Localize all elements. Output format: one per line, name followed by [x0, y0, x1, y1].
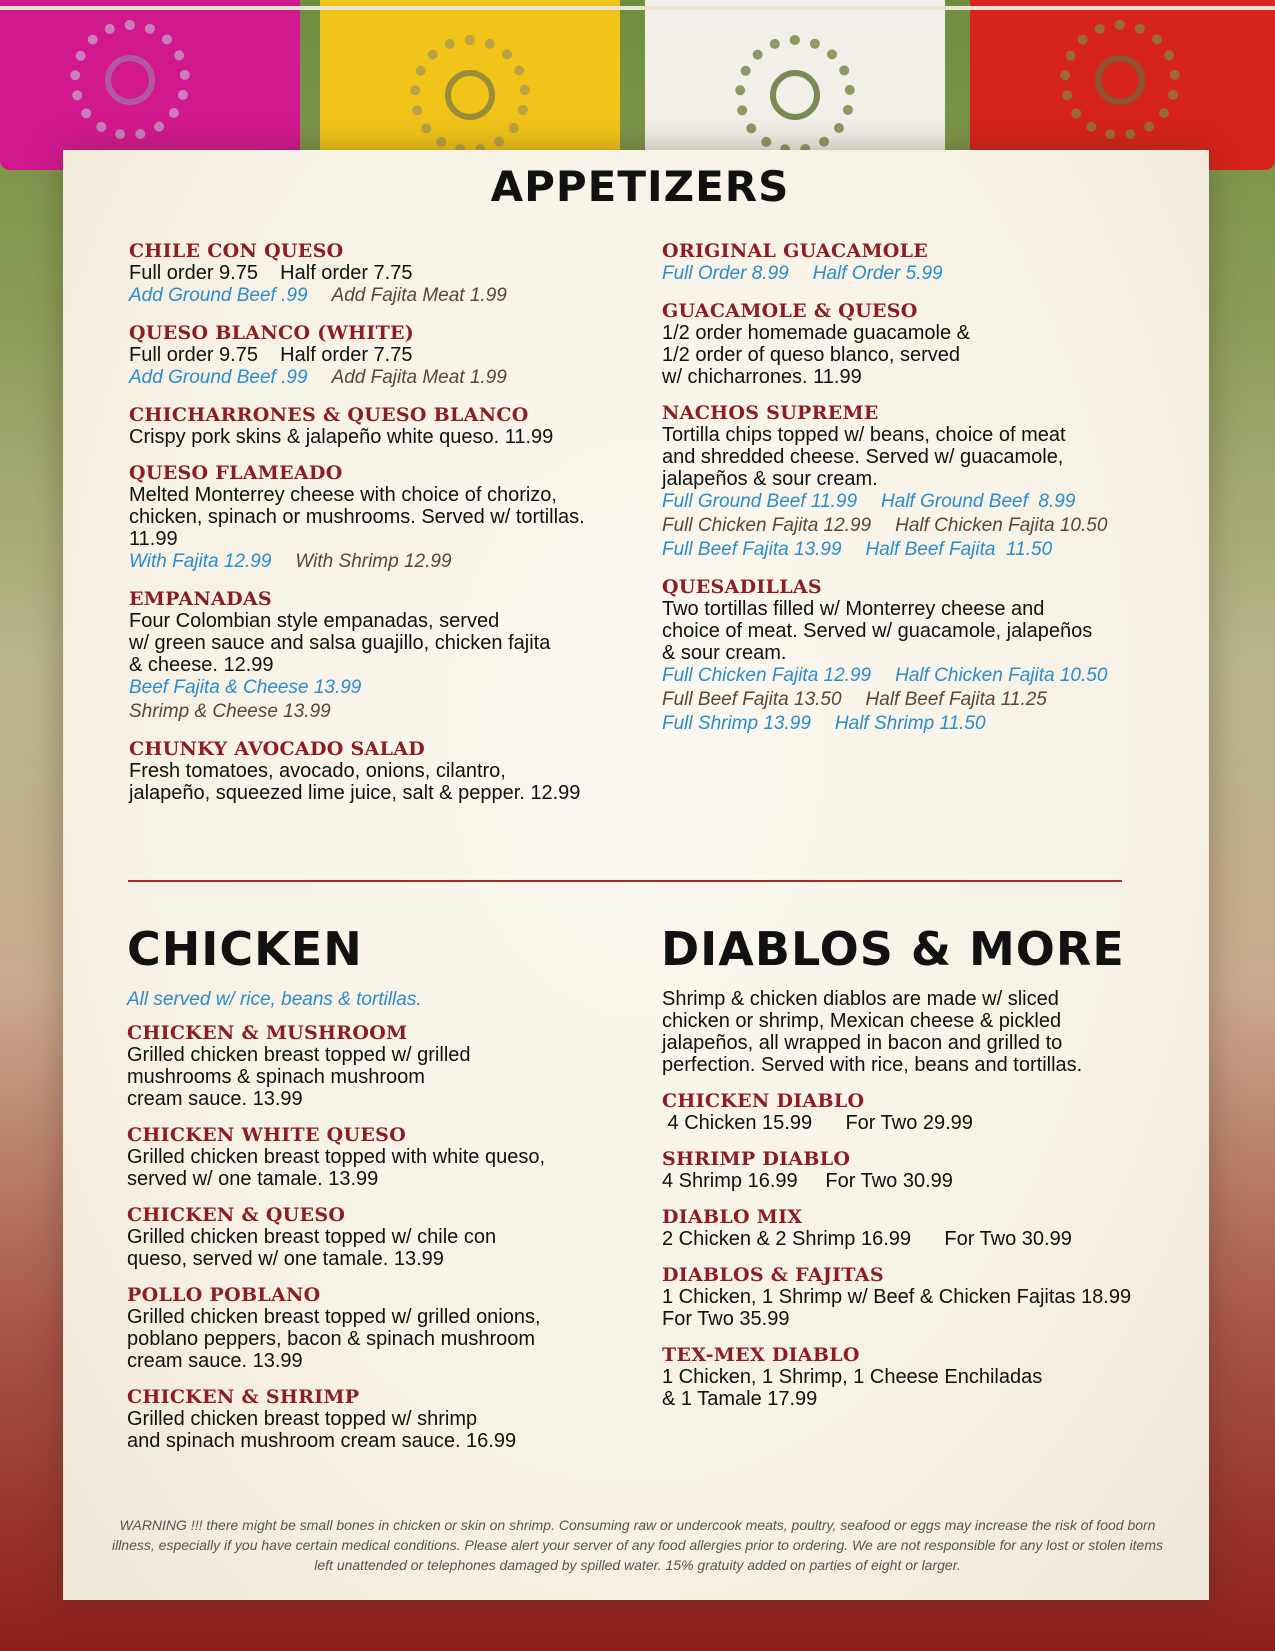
chicken-title: CHICKEN	[127, 922, 363, 976]
appetizers-title: APPETIZERS	[490, 162, 790, 211]
option-price: Full Chicken Fajita 12.99	[662, 515, 872, 536]
option-price: Full Ground Beef 11.99	[662, 491, 858, 512]
item-description: jalapeño, squeezed lime juice, salt & pepper. 12.99	[129, 782, 581, 804]
item-description: poblano peppers, bacon & spinach mushroom	[127, 1328, 536, 1350]
menu-item-empanadas	[129, 588, 649, 724]
item-title: CHICKEN DIABLO	[662, 1090, 865, 1112]
item-title: EMPANADAS	[129, 588, 272, 610]
menu-item-chicken-diablo	[662, 1090, 1202, 1134]
item-title: CHICHARRONES & QUESO BLANCO	[129, 404, 529, 426]
menu-item-diablo-mix	[662, 1206, 1202, 1250]
item-description: 1/2 order homemade guacamole &	[662, 322, 970, 344]
item-description: Melted Monterrey cheese with choice of chorizo,	[129, 484, 557, 506]
option-price: Full Chicken Fajita 12.99	[662, 665, 872, 686]
item-title: GUACAMOLE & QUESO	[662, 300, 918, 322]
item-description: 11.99	[129, 528, 178, 550]
option-price: Half Chicken Fajita 10.50	[895, 665, 1108, 686]
appetizers-left-column	[129, 240, 649, 818]
intro-line: chicken or shrimp, Mexican cheese & pickled	[662, 1010, 1062, 1032]
menu-item-guacamole-queso	[662, 300, 1182, 388]
item-title: CHICKEN & QUESO	[127, 1204, 346, 1226]
item-description: Grilled chicken breast topped with white queso,	[127, 1146, 546, 1168]
option-price: Half Shrimp 11.50	[834, 713, 986, 734]
menu-item-original-guacamole	[662, 240, 1182, 286]
option-price: Half Beef Fajita 11.50	[865, 539, 1053, 560]
item-description: 1 Chicken, 1 Shrimp w/ Beef & Chicken Fajitas 18.99	[662, 1286, 1132, 1308]
item-description: cream sauce. 13.99	[127, 1350, 303, 1372]
option-price: Add Ground Beef .99	[129, 367, 308, 388]
item-description: queso, served w/ one tamale. 13.99	[127, 1248, 444, 1270]
item-description: cream sauce. 13.99	[127, 1088, 303, 1110]
intro-line: jalapeños, all wrapped in bacon and grilled to	[662, 1032, 1063, 1054]
option-price: Beef Fajita & Cheese 13.99	[129, 677, 362, 698]
banner-string	[0, 6, 1275, 10]
option-price: With Shrimp 12.99	[295, 551, 452, 572]
item-description: & sour cream.	[662, 642, 787, 664]
menu-item-chile-con-queso	[129, 240, 649, 308]
item-title: DIABLOS & FAJITAS	[662, 1264, 884, 1286]
option-price: Half Ground Beef 8.99	[881, 491, 1076, 512]
option-price: Add Fajita Meat 1.99	[331, 285, 507, 306]
item-description: 1 Chicken, 1 Shrimp, 1 Cheese Enchiladas	[662, 1366, 1043, 1388]
menu-item-tex-mex-diablo	[662, 1344, 1202, 1410]
item-description: chicken, spinach or mushrooms. Served w/ tortillas.	[129, 506, 585, 528]
item-description: w/ green sauce and salsa guajillo, chicken fajita	[129, 632, 551, 654]
menu-item-chicken-shrimp	[127, 1386, 647, 1452]
item-description: jalapeños & sour cream.	[662, 468, 878, 490]
option-price: Half Beef Fajita 11.25	[865, 689, 1047, 710]
item-title: TEX-MEX DIABLO	[662, 1344, 860, 1366]
item-description: Grilled chicken breast topped w/ grilled	[127, 1044, 471, 1066]
item-title: QUESADILLAS	[662, 576, 822, 598]
item-title: CHUNKY AVOCADO SALAD	[129, 738, 426, 760]
item-title: CHICKEN WHITE QUESO	[127, 1124, 407, 1146]
menu-item-queso-flameado	[129, 462, 649, 574]
item-description: 2 Chicken & 2 Shrimp 16.99 For Two 30.99	[662, 1228, 1072, 1250]
intro-line: perfection. Served with rice, beans and tortillas.	[662, 1054, 1083, 1076]
item-title: CHICKEN & MUSHROOM	[127, 1022, 408, 1044]
item-description: 4 Shrimp 16.99 For Two 30.99	[662, 1170, 953, 1192]
menu-item-shrimp-diablo	[662, 1148, 1202, 1192]
option-price: Half Order 5.99	[812, 263, 943, 284]
item-description: Full order 9.75 Half order 7.75	[129, 344, 413, 366]
item-description: Tortilla chips topped w/ beans, choice of meat	[662, 424, 1066, 446]
item-description: Two tortillas filled w/ Monterrey cheese and	[662, 598, 1045, 620]
diablos-title: DIABLOS & MORE	[661, 922, 1125, 976]
item-title: ORIGINAL GUACAMOLE	[662, 240, 929, 262]
item-description: Four Colombian style empanadas, served	[129, 610, 500, 632]
item-title: NACHOS SUPREME	[662, 402, 879, 424]
option-price: Half Chicken Fajita 10.50	[895, 515, 1108, 536]
item-title: SHRIMP DIABLO	[662, 1148, 851, 1170]
menu-item-quesadillas	[662, 576, 1182, 736]
item-description: Fresh tomatoes, avocado, onions, cilantro,	[129, 760, 506, 782]
red-flag	[970, 0, 1275, 170]
item-description: served w/ one tamale. 13.99	[127, 1168, 379, 1190]
item-description: Crispy pork skins & jalapeño white queso. 11.99	[129, 426, 554, 448]
option-price: Shrimp & Cheese 13.99	[129, 701, 331, 722]
intro-line: Shrimp & chicken diablos are made w/ sliced	[662, 988, 1059, 1010]
item-description: For Two 35.99	[662, 1308, 790, 1330]
option-price: Full Beef Fajita 13.99	[662, 539, 842, 560]
item-title: QUESO BLANCO (WHITE)	[129, 322, 415, 344]
menu-item-pollo-poblano	[127, 1284, 647, 1372]
item-title: CHILE CON QUESO	[129, 240, 344, 262]
option-price: Add Fajita Meat 1.99	[331, 367, 507, 388]
item-description: Grilled chicken breast topped w/ chile con	[127, 1226, 497, 1248]
menu-item-queso-blanco	[129, 322, 649, 390]
item-description: 4 Chicken 15.99 For Two 29.99	[662, 1112, 973, 1134]
item-description: Grilled chicken breast topped w/ shrimp	[127, 1408, 478, 1430]
option-price: With Fajita 12.99	[129, 551, 272, 572]
option-price: Full Shrimp 13.99	[662, 713, 811, 734]
chicken-column	[127, 988, 647, 1466]
pink-flag	[0, 0, 300, 170]
item-description: & cheese. 12.99	[129, 654, 274, 676]
warning-notice: WARNING !!! there might be small bones in chicken or skin on shrimp. Consuming raw or undercook meats, poultry, seafood or eggs may increase the risk of food born illness, especially if you have certain medical conditions. Please alert your server of any food allergies prior to ordering. We are not responsible for any lost or stolen items left unattended or telephones damaged by spilled water. 15% gratuity added on parties of eight or larger.	[111, 1517, 1164, 1573]
menu-item-chicken-queso	[127, 1204, 647, 1270]
item-title: DIABLO MIX	[662, 1206, 803, 1228]
appetizers-right-column	[662, 240, 1182, 750]
white-flag	[645, 0, 945, 170]
item-title: QUESO FLAMEADO	[129, 462, 343, 484]
menu-item-nachos-supreme	[662, 402, 1182, 562]
menu-item-chicken-mushroom	[127, 1022, 647, 1110]
item-description: choice of meat. Served w/ guacamole, jalapeños	[662, 620, 1093, 642]
diablos-column	[662, 988, 1202, 1424]
menu-item-chicken-white-queso	[127, 1124, 647, 1190]
item-description: & 1 Tamale 17.99	[662, 1388, 818, 1410]
menu-item-diablos-fajitas	[662, 1264, 1202, 1330]
item-description: and shredded cheese. Served w/ guacamole,	[662, 446, 1064, 468]
section-divider	[128, 880, 1122, 882]
option-price: Full Beef Fajita 13.50	[662, 689, 842, 710]
option-price: Full Order 8.99	[662, 263, 789, 284]
yellow-flag	[320, 0, 620, 170]
diablos-intro	[662, 988, 1202, 1076]
menu-item-chicharrones	[129, 404, 649, 448]
option-price: Add Ground Beef .99	[129, 285, 308, 306]
item-description: and spinach mushroom cream sauce. 16.99	[127, 1430, 517, 1452]
chicken-subtitle: All served w/ rice, beans & tortillas.	[127, 989, 422, 1010]
item-description: 1/2 order of queso blanco, served	[662, 344, 960, 366]
item-title: POLLO POBLANO	[127, 1284, 321, 1306]
item-title: CHICKEN & SHRIMP	[127, 1386, 360, 1408]
item-description: mushrooms & spinach mushroom	[127, 1066, 425, 1088]
item-description: Grilled chicken breast topped w/ grilled onions,	[127, 1306, 541, 1328]
item-description: Full order 9.75 Half order 7.75	[129, 262, 413, 284]
menu-item-chunky-avocado-salad	[129, 738, 649, 804]
item-description: w/ chicharrones. 11.99	[662, 366, 862, 388]
